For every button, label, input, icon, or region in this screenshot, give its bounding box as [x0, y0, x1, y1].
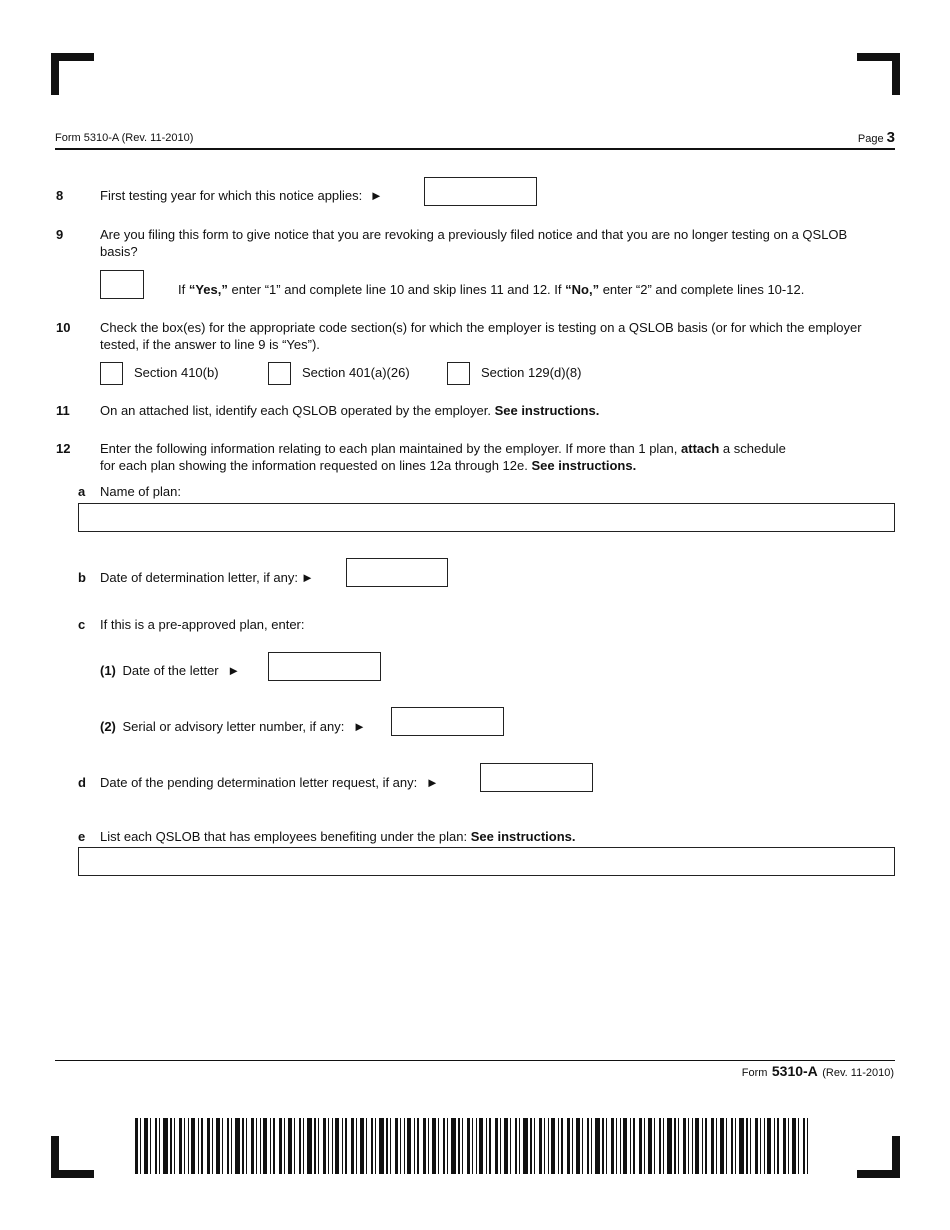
line-letter: a	[78, 484, 86, 499]
section-410b-label: Section 410(b)	[134, 365, 219, 380]
barcode-bar	[294, 1118, 295, 1174]
line9-instruction	[178, 281, 804, 298]
barcode-bar	[534, 1118, 535, 1174]
barcode-bar	[764, 1118, 765, 1174]
barcode-bar	[633, 1118, 635, 1174]
barcode-bar	[314, 1118, 316, 1174]
sub-number: (1)	[100, 663, 116, 678]
barcode-bar	[212, 1118, 213, 1174]
line10-text: Check the box(es) for the appropriate code section(s) for which the employer is testing on a QSLOB basis (or for which the employer tested, if the answer to line 9 is “Yes”).	[100, 320, 862, 352]
barcode-bar	[620, 1118, 621, 1174]
barcode-bar	[263, 1118, 267, 1174]
barcode-bar	[390, 1118, 391, 1174]
barcode-bar	[299, 1118, 301, 1174]
form-reference: Form 5310-A (Rev. 11-2010)	[55, 132, 194, 144]
qslob-list-field[interactable]	[78, 847, 895, 876]
barcode-bar	[417, 1118, 419, 1174]
barcode-bar	[222, 1118, 223, 1174]
footer-form-number: 5310-A	[771, 1063, 818, 1079]
barcode-bar	[479, 1118, 483, 1174]
pending-request-text: Date of the pending determination letter request, if any:	[100, 775, 418, 790]
line-number: 9	[56, 227, 64, 242]
barcode-bar	[345, 1118, 347, 1174]
barcode-bar	[242, 1118, 244, 1174]
page-label: Page	[857, 133, 884, 145]
barcode-bar	[500, 1118, 501, 1174]
barcode-bar	[188, 1118, 189, 1174]
arrow-icon: ►	[369, 188, 383, 203]
barcode-bar	[150, 1118, 151, 1174]
barcode-bar	[755, 1118, 758, 1174]
barcode-bar	[674, 1118, 676, 1174]
section-129d8-checkbox[interactable]	[447, 362, 470, 385]
letter-date-field[interactable]	[268, 652, 381, 681]
first-testing-year-field[interactable]	[424, 177, 537, 206]
letter-date-text: Date of the letter	[122, 663, 219, 678]
barcode-bar	[695, 1118, 699, 1174]
barcode-bar	[544, 1118, 545, 1174]
barcode-bar	[335, 1118, 339, 1174]
barcode-bar	[523, 1118, 528, 1174]
pending-request-date-field[interactable]	[480, 763, 593, 792]
barcode-bar	[767, 1118, 771, 1174]
barcode-bar	[342, 1118, 343, 1174]
barcode-bar	[548, 1118, 549, 1174]
barcode-bar	[414, 1118, 415, 1174]
barcode-bar	[530, 1118, 532, 1174]
barcode-bar	[458, 1118, 460, 1174]
barcode-bar	[407, 1118, 411, 1174]
barcode-bar	[284, 1118, 285, 1174]
barcode-bar	[663, 1118, 664, 1174]
barcode-bar	[659, 1118, 661, 1174]
barcode-bar	[504, 1118, 508, 1174]
barcode-bar	[602, 1118, 604, 1174]
determination-letter-date-field[interactable]	[346, 558, 448, 587]
barcode-bar	[207, 1118, 210, 1174]
barcode-bar	[726, 1118, 727, 1174]
barcode-bar	[198, 1118, 199, 1174]
see-instructions: See instructions.	[470, 829, 576, 844]
corner-mark-bottom-right	[857, 1170, 900, 1178]
instr-text: enter “1” and complete line 10 and skip lines 11 and 12. If	[227, 282, 566, 297]
section-410b-checkbox[interactable]	[100, 362, 123, 385]
line8-text: First testing year for which this notice applies:	[100, 188, 363, 203]
barcode-bar	[135, 1118, 138, 1174]
barcode-bar	[702, 1118, 703, 1174]
line11-text	[100, 402, 599, 419]
see-instructions: See instructions.	[494, 403, 600, 418]
barcode-bar	[451, 1118, 456, 1174]
barcode-bar	[616, 1118, 617, 1174]
instr-text: If	[178, 282, 189, 297]
barcode-bar	[174, 1118, 175, 1174]
barcode-bar	[760, 1118, 761, 1174]
barcode-bar	[386, 1118, 388, 1174]
instr-no: “No,”	[565, 282, 600, 297]
barcode-bar	[678, 1118, 679, 1174]
barcode-bar	[611, 1118, 614, 1174]
barcode-bar	[472, 1118, 473, 1174]
barcode-bar	[423, 1118, 426, 1174]
line-letter: b	[78, 570, 86, 585]
barcode-bar	[711, 1118, 714, 1174]
barcode-bar	[746, 1118, 748, 1174]
barcode-bar	[572, 1118, 573, 1174]
instr-text: enter “2” and complete lines 10-12.	[599, 282, 805, 297]
barcode-bar	[692, 1118, 693, 1174]
barcode-bar	[720, 1118, 724, 1174]
barcode-bar	[486, 1118, 487, 1174]
barcode-bar	[356, 1118, 357, 1174]
barcode-bar	[591, 1118, 592, 1174]
barcode-bar	[201, 1118, 203, 1174]
barcode-bar	[750, 1118, 751, 1174]
barcode-bar	[395, 1118, 398, 1174]
serial-number-text: Serial or advisory letter number, if any:	[122, 719, 345, 734]
header-rule	[55, 148, 895, 150]
barcode-bar	[688, 1118, 689, 1174]
revoking-notice-field[interactable]	[100, 270, 144, 299]
see-instructions: See instructions.	[531, 458, 637, 473]
barcode-bar	[777, 1118, 779, 1174]
barcode-bar	[587, 1118, 589, 1174]
footer-form-ref	[742, 1063, 894, 1081]
barcode-bar	[155, 1118, 157, 1174]
line-number: 8	[56, 188, 64, 203]
line8-label	[100, 187, 383, 204]
barcode-bar	[639, 1118, 642, 1174]
footer-form-word: Form	[741, 1067, 768, 1079]
barcode-bar	[443, 1118, 445, 1174]
plan-name-label: Name of plan:	[100, 484, 181, 499]
barcode-bar	[273, 1118, 275, 1174]
barcode-bar	[260, 1118, 261, 1174]
barcode-bar	[170, 1118, 172, 1174]
barcode-bar	[683, 1118, 686, 1174]
barcode-bar	[515, 1118, 517, 1174]
barcode-bar	[739, 1118, 744, 1174]
barcode-bar	[623, 1118, 627, 1174]
barcode-bar	[404, 1118, 405, 1174]
barcode-bar	[438, 1118, 439, 1174]
barcode-bar	[630, 1118, 631, 1174]
barcode-bar	[351, 1118, 354, 1174]
barcode-bar	[519, 1118, 520, 1174]
determination-letter-text: Date of determination letter, if any:	[100, 570, 298, 585]
barcode-bar	[447, 1118, 448, 1174]
barcode-bar	[140, 1118, 141, 1174]
corner-mark-bottom-left	[51, 1170, 94, 1178]
barcode-bar	[216, 1118, 220, 1174]
line11-body: On an attached list, identify each QSLOB operated by the employer.	[100, 403, 495, 418]
barcode	[135, 1118, 811, 1174]
barcode-bar	[539, 1118, 542, 1174]
barcode-bar	[551, 1118, 555, 1174]
barcode-bar	[788, 1118, 789, 1174]
barcode-bar	[567, 1118, 570, 1174]
line-12c2-label	[100, 718, 366, 735]
corner-mark-top-left	[51, 53, 59, 95]
corner-mark-top-right	[892, 53, 900, 95]
footer-rule	[55, 1060, 895, 1061]
barcode-bar	[476, 1118, 477, 1174]
section-401a26-label: Section 401(a)(26)	[302, 365, 410, 380]
barcode-bar	[510, 1118, 511, 1174]
line12-body: Enter the following information relating to each plan maintained by the employer. If more than 1 plan,	[100, 441, 682, 456]
barcode-bar	[648, 1118, 652, 1174]
barcode-bar	[803, 1118, 805, 1174]
barcode-bar	[270, 1118, 271, 1174]
barcode-bar	[558, 1118, 559, 1174]
line-12c1-label	[100, 662, 240, 679]
barcode-bar	[731, 1118, 733, 1174]
barcode-bar	[783, 1118, 786, 1174]
barcode-bar	[467, 1118, 470, 1174]
barcode-bar	[798, 1118, 799, 1174]
serial-advisory-number-field[interactable]	[391, 707, 504, 736]
barcode-bar	[159, 1118, 160, 1174]
barcode-bar	[400, 1118, 401, 1174]
line-number: 12	[56, 441, 71, 456]
arrow-icon: ►	[425, 775, 439, 790]
line12-body: a schedule for each plan showing the information requested on lines 12a through 12e.	[100, 441, 786, 473]
line12-attach: attach	[681, 441, 720, 456]
line12-text	[100, 440, 800, 474]
barcode-bar	[307, 1118, 312, 1174]
determination-letter-label	[100, 569, 314, 586]
barcode-bar	[576, 1118, 580, 1174]
barcode-bar	[582, 1118, 583, 1174]
barcode-bar	[251, 1118, 254, 1174]
barcode-bar	[256, 1118, 257, 1174]
barcode-bar	[303, 1118, 304, 1174]
line-number: 11	[56, 403, 70, 418]
barcode-bar	[235, 1118, 240, 1174]
barcode-bar	[774, 1118, 775, 1174]
line-number: 10	[56, 320, 71, 335]
page-indicator	[858, 129, 895, 146]
barcode-bar	[332, 1118, 333, 1174]
plan-name-field[interactable]	[78, 503, 895, 532]
barcode-bar	[366, 1118, 367, 1174]
barcode-bar	[716, 1118, 717, 1174]
barcode-bar	[375, 1118, 376, 1174]
barcode-bar	[432, 1118, 436, 1174]
barcode-bar	[163, 1118, 168, 1174]
barcode-bar	[654, 1118, 655, 1174]
barcode-bar	[644, 1118, 645, 1174]
barcode-bar	[231, 1118, 232, 1174]
qslob-list-text: List each QSLOB that has employees benefiting under the plan:	[100, 829, 471, 844]
instr-yes: “Yes,”	[188, 282, 228, 297]
barcode-bar	[227, 1118, 229, 1174]
barcode-bar	[288, 1118, 292, 1174]
barcode-bar	[495, 1118, 498, 1174]
barcode-bar	[318, 1118, 319, 1174]
barcode-bar	[705, 1118, 707, 1174]
barcode-bar	[792, 1118, 796, 1174]
barcode-bar	[184, 1118, 185, 1174]
line-letter: d	[78, 775, 86, 790]
page-number: 3	[886, 129, 895, 146]
barcode-bar	[191, 1118, 195, 1174]
section-129d8-label: Section 129(d)(8)	[481, 365, 582, 380]
barcode-bar	[371, 1118, 373, 1174]
barcode-bar	[379, 1118, 384, 1174]
footer-revision: (Rev. 11-2010)	[822, 1067, 894, 1079]
arrow-icon: ►	[227, 663, 241, 678]
pre-approved-label: If this is a pre-approved plan, enter:	[100, 617, 305, 632]
pending-request-label	[100, 774, 439, 791]
barcode-bar	[179, 1118, 182, 1174]
line-letter: e	[78, 829, 86, 844]
barcode-bar	[279, 1118, 282, 1174]
barcode-bar	[428, 1118, 429, 1174]
barcode-bar	[606, 1118, 607, 1174]
barcode-bar	[144, 1118, 148, 1174]
barcode-bar	[561, 1118, 563, 1174]
section-401a26-checkbox[interactable]	[268, 362, 291, 385]
qslob-list-label	[100, 828, 576, 845]
barcode-bar	[667, 1118, 672, 1174]
barcode-bar	[246, 1118, 247, 1174]
barcode-bar	[462, 1118, 463, 1174]
arrow-icon: ►	[352, 719, 366, 734]
barcode-bar	[328, 1118, 329, 1174]
barcode-bar	[489, 1118, 491, 1174]
barcode-bar	[807, 1118, 808, 1174]
line9-text: Are you filing this form to give notice that you are revoking a previously filed notice and that you are no longer testing on a QSLOB basis?	[100, 227, 848, 259]
barcode-bar	[595, 1118, 600, 1174]
arrow-icon: ►	[301, 570, 314, 585]
barcode-bar	[360, 1118, 364, 1174]
line-letter: c	[78, 617, 86, 632]
barcode-bar	[323, 1118, 326, 1174]
sub-number: (2)	[100, 719, 116, 734]
barcode-bar	[735, 1118, 736, 1174]
